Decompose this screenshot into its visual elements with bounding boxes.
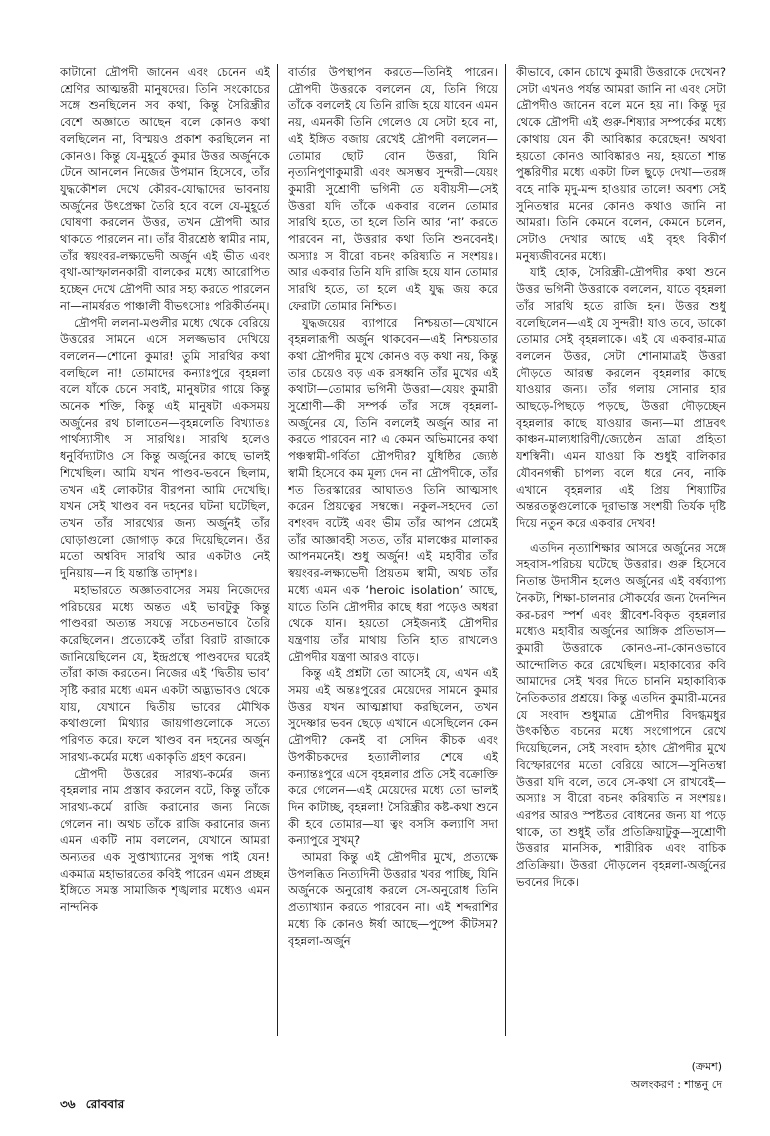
paragraph: যুদ্ধজয়ের ব্যাপারে নিশ্চয়তা—যেখানে বৃহন্নলারূপী অর্জুন থাকবেন—এই নিশ্চয়তার কথা দ্রৌপদীর মুখে কোনও বড় কথা নয়, কিন্তু তার চেয়েও বড় এক রসধ্বনি তাঁর মুখের এই কথাটা—তোমার ভগিনী উত্তরা—যেয়ং কুমারী সুশ্রোণী—কী সম্পর্ক তাঁর সঙ্গে বৃহন্নলা-অর্জুনের যে, তিনি বললেই অর্জুন আর না করতে পারবেন না? এ কেমন অভিমানের কথা পঞ্চস্বামী-গর্বিতা দ্রৌপদীর? যুধিষ্ঠির জ্যেষ্ঠ স্বামী হিসেবে কম মূল্য দেন না দ্রৌপদীকে, তাঁর শত তিরস্কারের আঘাতও তিনি আত্মসাৎ করেন প্রিয়ত্বের সম্বন্ধে। নকুল-সহদেব তো বশংবদ বটেই এবং ভীম তাঁর আপন প্রেমেই তাঁর আজ্ঞাবহী সতত, তাঁর মালঞ্চের মালাকর আপনমনেই। শুধু অর্জুন! এই মহাবীর তাঁর স্বয়ংবর-লক্ষ্যভেদী প্রিয়তম স্বামী, অথচ তাঁর মধ্যে এমন এক ‘heroic isolation’ আছে, যাতে তিনি দ্রৌপদীর কাছে ধরা পড়েও অধরা থেকে যান। হয়তো সেইজন্যই দ্রৌপদীর যন্ত্রণায় তাঁর মাথায় তিনি হাত রাখলেও দ্রৌপদীর যন্ত্রণা আরও বাড়ে। <box>288 315 498 664</box>
paragraph: বার্তার উপস্থাপন করতে—তিনিই পারেন। দ্রৌপদী উত্তরকে বললেন যে, তিনি গিয়ে তাঁকে বললেই যে তিনি রাজি হয়ে যাবেন এমন নয়, এমনকী তিনি গেলেও যে সেটা হবে না, এই ইঙ্গিত বজায় রেখেই দ্রৌপদী বললেন—তোমার ছোট বোন উত্তরা, যিনি নৃত্যনিপুণাকুমারী এবং অসম্ভব সুন্দরী—যেয়ং কুমারী সুশ্রোণী ভগিনী তে যবীয়সী—সেই উত্তরা যদি তাঁকে একবার বলেন তোমার সারথি হতে, তা হলে তিনি আর ‘না’ করতে পারবেন না, উত্তরার কথা তিনি শুনবেনই। অস্যাঃ স বীরো বচনং করিষ্যতি ন সংশয়ঃ। আর একবার তিনি যদি রাজি হয়ে যান তোমার সারথি হতে, তা হলে এই যুদ্ধ জয় করে ফেরাটা তোমার নিশ্চিত। <box>288 65 498 313</box>
continued-label: (ক্রমশ) <box>691 1060 722 1073</box>
article-footer <box>502 1058 722 1094</box>
column-divider <box>505 64 506 1036</box>
paragraph: কিন্তু এই প্রশ্নটা তো আসেই যে, এখন এই সময় এই অন্তঃপুরের মেয়েদের সামনে কুমার উত্তর যখন আত্মশ্লাঘা করছিলেন, তখন সুদেষ্ণার ভবন ছেড়ে এখানে এসেছিলেন কেন দ্রৌপদী? কেনই বা সেদিন কীচক এবং উপকীচকদের হত্যালীলার শেষে এই কন্যান্তঃপুরে এসে বৃহন্নলার প্রতি সেই বক্রোক্তি করে গেলেন—এই মেয়েদের মধ্যে তো ভালই দিন কাটাচ্ছ, বৃহন্নলা! সৈরিন্ধ্রীর কষ্ট-কথা শুনে কী হবে তোমার—যা ত্বং বসসি কল্যাণি সদা কন্যাপুরে সুখম্? <box>288 666 498 848</box>
paragraph: আমরা কিন্তু এই দ্রৌপদীর মুখে, প্রত্যক্ষে উপলব্ধিত নিত্যদিনী উত্তরার খবর পাচ্ছি, যিনি অর্জুনকে অনুরোধ করলে সে-অনুরোধ তিনি প্রত্যাখ্যান করতে পারবেন না। এই শব্দরাশির মধ্যে কি কোনও ঈর্ষা আছে—পুষ্পে কীটসম? বৃহন্নলা-অর্জুন <box>288 850 498 948</box>
paragraph: কাটানো দ্রৌপদী জানেন এবং চেনেন এই শ্রেণির আত্মন্তরী মানুষদের। তিনি সংকোচের সঙ্গে শুনছিলেন সব কথা, কিন্তু সৈরিন্ধ্রীর বেশে অজ্ঞাতে আছেন বলে কোনও কথা বলছিলেন না, বিস্ময়ও প্রকাশ করছিলেন না কোনও। কিন্তু যে-মুহূর্তে কুমার উত্তর অর্জুনকে টেনে আনলেন নিজের উপমান হিসেবে, তাঁর যুদ্ধকৌশল দেখে কৌরব-যোদ্ধাদের ভাবনায় অর্জুনের উৎপ্রেক্ষা তৈরি হবে বলে যে-মুহূর্তে ঘোষণা করলেন উত্তর, তখন দ্রৌপদী আর থাকতে পারলেন না। তাঁর বীরশ্রেষ্ঠ স্বামীর নাম, তাঁর স্বয়ংবর-লক্ষ্যভেদী অর্জুন এই ভীত এবং বৃথা-আস্ফালনকারী বালকের মধ্যে আরোপিত হচ্ছেন দেখে দ্রৌপদী আর সহ্য করতে পারলেন না—নামর্ষরত পাঞ্চালী বীভৎসোঃ পরিকীর্তনম্। <box>60 65 270 313</box>
page-number: ৩৬ <box>60 1097 76 1111</box>
illustration-credit: অলংকরণ : শান্তনু দে <box>630 1078 722 1091</box>
paragraph: যাই হোক, সৈরিন্ধ্রী-দ্রৌপদীর কথা শুনে উত্তর ভগিনী উত্তরাকে বললেন, যাতে বৃহন্নলা তাঁর সারথি হতে রাজি হন। উত্তর শুধু বলেছিলেন—এই যে সুন্দরী! যাও তবে, ডাকো তোমার সেই বৃহন্নলাকে। এই যে একবার-মাত্র বললেন উত্তর, সেটা শোনামাত্রই উত্তরা দৌড়তে আরম্ভ করলেন বৃহন্নলার কাছে যাওয়ার জন্য। তাঁর গলায় সোনার হার আছড়ে-পিছড়ে পড়ছে, উত্তরা দৌড়চ্ছেন বৃহন্নলার কাছে যাওয়ার জন্য—মা প্রাদ্রবৎ কাঞ্চন-মাল্যধারিণী/জ্যেষ্ঠেন ভ্রাত্রা প্রহিতা যশস্বিনী। এমন যাওয়া কি শুধুই বালিকার যৌবনগন্ধী চাপল্য বলে ধরে নেব, নাকি এখানে বৃহন্নলার এই প্রিয় শিষ্যাটির অন্তরতন্তুগুলোকে দূরাভাস্ত সংশয়ী তির্যক দৃষ্টি দিয়ে নতুন করে একবার দেখব! <box>516 265 726 530</box>
paragraph: এতদিন নৃত্যাশিক্ষার আসরে অর্জুনের সঙ্গে সহবাস-পরিচয় ঘটেছে উত্তরার। গুরু হিসেবে নিতান্ত উদাসীন হলেও অর্জুনের এই বর্ষব্যাপ্য নৈকট্য, শিক্ষা-চালনার সৌকর্যের জন্য দৈনন্দিন কর-চরণ স্পর্শ এবং স্ত্রীবেশ-বিকৃত বৃহন্নলার মধ্যেও মহাবীর অর্জুনের আঙ্গিক প্রতিভাস—কুমারী উত্তরাকে কোনও-না-কোনওভাবে আন্দোলিত করে রেখেছিল। মহাকাব্যের কবি আমাদের সেই খবর দিতে চাননি মহাকাব্যিক নৈতিকতার প্রশ্রয়ে। কিন্তু এতদিন কুমারী-মনের যে সংবাদ শুধুমাত্র দ্রৌপদীর বিদগ্ধমধুর উৎকণ্ঠিত বচনের মধ্যে সংগোপনে রেখে দিয়েছিলেন, সেই সংবাদ হঠাৎ দ্রৌপদীর মুখে বিস্ফোরণের মতো বেরিয়ে আসে—সুনিতম্বা উত্তরা যদি বলে, তবে সে-কথা সে রাখবেই—অস্যাঃ স বীরো বচনং করিষ্যতি ন সংশয়ঃ। এরপর আরও স্পষ্টতর বোধনের জন্য যা পড়ে থাকে, তা শুধুই তাঁর প্রতিক্রিয়াটুকু—সুশ্রোণী উত্তরার মানসিক, শারীরিক এবং বাচিক প্রতিক্রিয়া। উত্তরা দৌড়লেন বৃহন্নলা-অর্জুনের ভবনের দিকে। <box>516 540 726 889</box>
page-folio <box>60 1096 124 1116</box>
paragraph: মহাভারতে অজ্ঞাতবাসের সময় নিজেদের পরিচয়ের মধ্যে অন্তত এই ভাবটুকু কিন্তু পাণ্ডবরা অত্যন্ত সযত্নে সচেতনভাবে তৈরি করেছিলেন। প্রত্যেকেই তাঁরা বিরাট রাজাকে জানিয়েছিলেন যে, ইন্দ্রপ্রস্থে পাণ্ডবদের ঘরেই তাঁরা কাজ করতেন। নিজের এই ‘দ্বিতীয় ভাব’ সৃষ্টি করার মধ্যে এমন একটা অদ্ভ্যভাবও থেকে যায়, যেখানে দ্বিতীয় ভাবের মৌখিক কথাগুলো মিথ্যার জায়গাগুলোকে সত্যে পরিণত করে। ফলে খাণ্ডব বন দহনের অর্জুন সারথ্য-কর্মের মধ্যে একাকৃতি গ্রহণ করেন। <box>60 582 270 764</box>
paragraph: দ্রৌপদী উত্তরের সারথ্য-কর্মের জন্য বৃহন্নলার নাম প্রস্তাব করলেন বটে, কিন্তু তাঁকে সারথ্য-কর্মে রাজি করানোর জন্য নিজে গেলেন না। অথচ তাঁকে রাজি করানোর জন্য এমন একটি নাম বললেন, যেখানে আমরা অন্যতর এক সুপ্তাখ্যানের সুগন্ধ পাই যেন! একমাত্র মহাভারতের কবিই পারেন এমন প্রচ্ছন্ন ইঙ্গিতে সমস্ত সামাজিক শৃঙ্খলার মধ্যেও এমন নান্দনিক <box>60 766 270 915</box>
magazine-name: রোববার <box>85 1097 125 1111</box>
column-3 <box>516 64 726 1036</box>
paragraph: দ্রৌপদী ললনা-মণ্ডলীর মধ্যে থেকে বেরিয়ে উত্তরের সামনে এসে সলজ্জভাব দেখিয়ে বললেন—শোনো কুমার! তুমি সারথির কথা বলছিলে না! তোমাদের কন্যাঃপুরে বৃহন্নলা বলে যাঁকে চেনে সবাই, মানুষটার গায়ে কিন্তু অনেক শক্তি, কিন্তু এই মানুষটা একসময় অর্জুনের রথ চালাতেন—বৃহন্নলেতি বিখ্যাতঃ পার্থস্যাসীৎ স সারথিঃ। সারথি হলেও ধনুর্বিদ্যাটাও সে কিন্তু অর্জুনের কাছে ভালই শিখেছিল। আমি যখন পাণ্ডব-ভবনে ছিলাম, তখন এই লোকটার বীরপনা আমি দেখেছি। যখন সেই খাণ্ডব বন দহনের ঘটনা ঘটেছিল, তখন তাঁর সারথ্যের জন্য অর্জুনই তাঁর ঘোড়াগুলো জোগাড় করে দিয়েছিলেন। ওঁর মতো অশ্ববিদ সারথি আর একটাও নেই দুনিয়ায়—ন হি যন্তাস্তি তাদৃশঃ। <box>60 315 270 581</box>
column-divider <box>277 64 278 1036</box>
column-2 <box>288 64 498 1036</box>
column-1 <box>60 64 270 1036</box>
article-body <box>60 64 726 1036</box>
paragraph: কীভাবে, কোন চোখে কুমারী উত্তরাকে দেখেন? সেটা এখনও পর্যন্ত আমরা জানি না এবং সেটা দ্রৌপদীও জানেন বলে মনে হয় না। কিন্তু দূর থেকে দ্রৌপদী এই গুরু-শিষ্যার সম্পর্কের মধ্যে কোথায় যেন কী আবিষ্কার করেছেন! অথবা হয়তো কোনও আবিষ্কারও নয়, হয়তো শান্ত পুষ্করিণীর মধ্যে একটা ঢিল ছুড়ে দেখা—তরঙ্গ বহে নাকি মৃদু-মন্দ হাওয়ার তালে! অবশ্য সেই সুনিতম্বার মনের কোনও কথাও জানি না আমরা। তিনি কেমনে বলেন, কেমনে চলেন, সেটাও দেখার আছে এই বৃহৎ বিকীর্ণ মনুষ্যজীবনের মধ্যে। <box>516 65 726 263</box>
